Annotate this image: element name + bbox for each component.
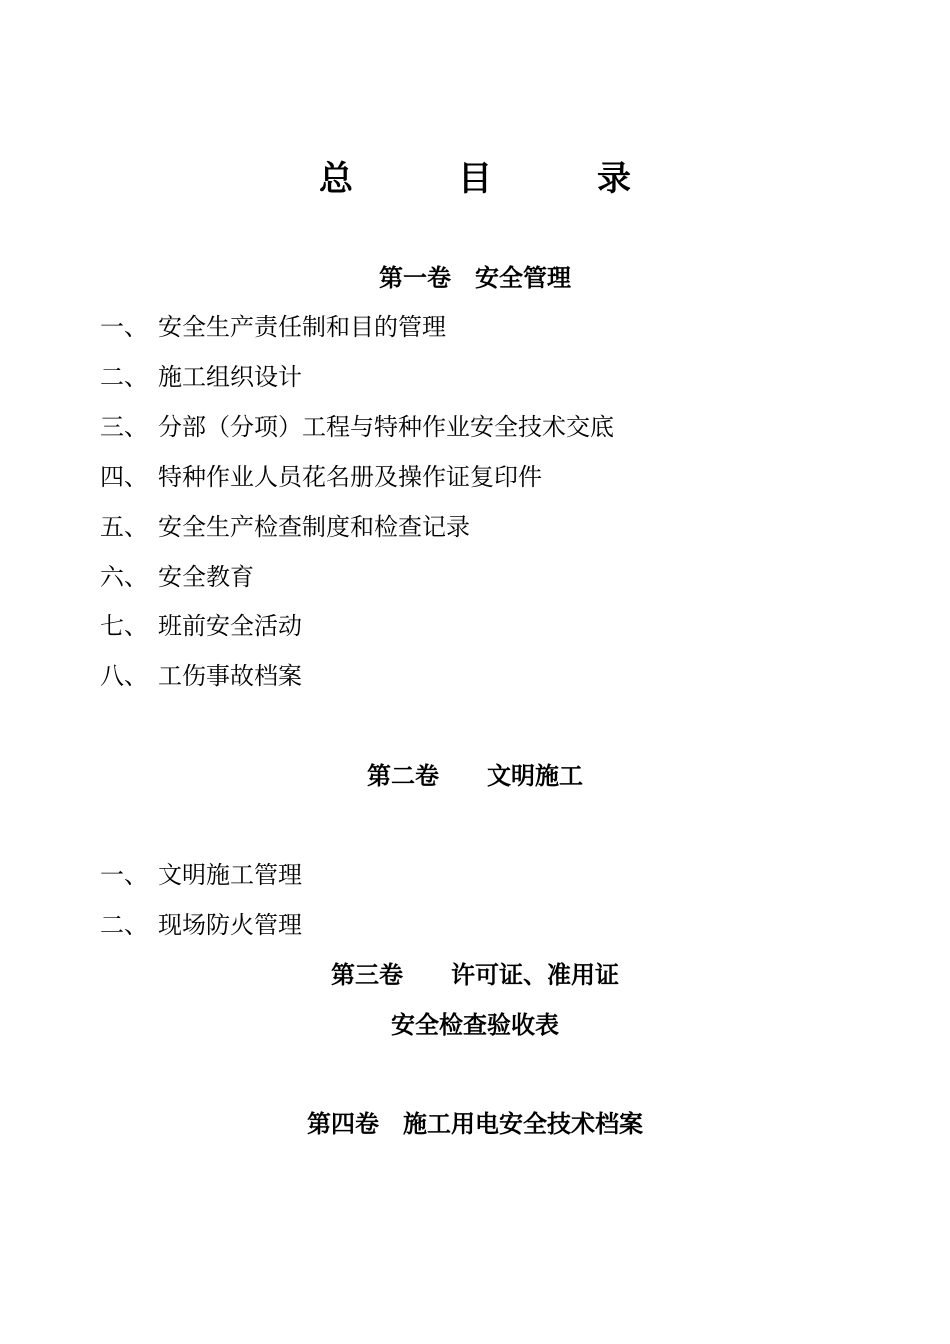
item-number: 七、 — [100, 612, 148, 640]
volume-3-subheading: 安全检查验收表 — [391, 1010, 559, 1039]
list-item — [100, 610, 302, 642]
item-text: 现场防火管理 — [158, 911, 302, 939]
title-char-2: 目 — [458, 159, 492, 199]
volume-4-heading: 第四卷 施工用电安全技术档案 — [307, 1109, 643, 1138]
item-text: 工伤事故档案 — [158, 662, 302, 690]
list-item — [100, 561, 254, 593]
item-text: 特种作业人员花名册及操作证复印件 — [158, 463, 542, 491]
list-item — [100, 361, 302, 393]
item-text: 文明施工管理 — [158, 861, 302, 889]
page-title — [0, 155, 950, 203]
item-number: 五、 — [100, 513, 148, 541]
item-number: 八、 — [100, 662, 148, 690]
volume-2-heading: 第二卷 文明施工 — [367, 761, 583, 790]
item-number: 六、 — [100, 563, 148, 591]
item-text: 分部（分项）工程与特种作业安全技术交底 — [158, 413, 614, 441]
title-char-1: 总 — [319, 159, 353, 199]
volume-1-heading: 第一卷 安全管理 — [379, 263, 571, 292]
volume-3-heading: 第三卷 许可证、准用证 — [331, 960, 619, 989]
item-number: 二、 — [100, 911, 148, 939]
item-number: 四、 — [100, 463, 148, 491]
item-number: 一、 — [100, 313, 148, 341]
list-item — [100, 411, 614, 443]
item-number: 二、 — [100, 363, 148, 391]
item-text: 安全教育 — [158, 563, 254, 591]
item-number: 一、 — [100, 861, 148, 889]
list-item — [100, 859, 302, 891]
list-item — [100, 660, 302, 692]
list-item — [100, 311, 446, 343]
item-text: 安全生产责任制和目的管理 — [158, 313, 446, 341]
title-char-3: 录 — [597, 159, 631, 199]
list-item — [100, 461, 542, 493]
list-item — [100, 511, 470, 543]
list-item — [100, 909, 302, 941]
item-text: 班前安全活动 — [158, 612, 302, 640]
item-number: 三、 — [100, 413, 148, 441]
item-text: 安全生产检查制度和检查记录 — [158, 513, 470, 541]
item-text: 施工组织设计 — [158, 363, 302, 391]
